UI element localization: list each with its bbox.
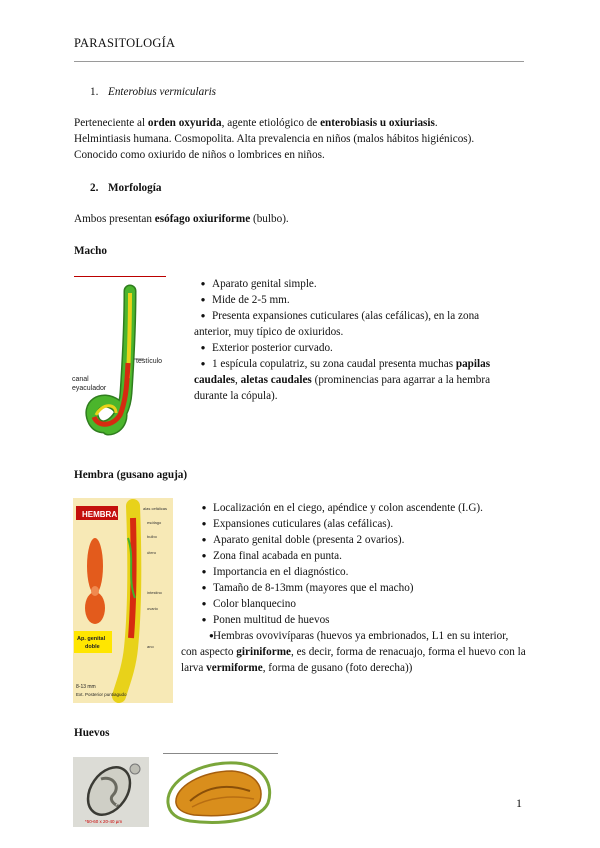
header-divider	[74, 61, 524, 62]
macho-item-3: ● Presenta expansiones cuticulares (alas cefálicas), en la zona anterior, muy típico de oxiuridos.	[194, 310, 480, 338]
hembra-label-6: ovario	[147, 606, 158, 611]
egg-image-rule	[163, 753, 278, 754]
macho-item-5: ● 1 espícula copulatriz, su zona caudal presenta muchas papilas caudales, aletas caudales (prominencias para agarrar a la hembra durante la cópula).	[194, 358, 491, 402]
hembra-size-label: 8-13 mm	[76, 684, 96, 690]
macho-item-2: ● Mide de 2-5 mm.	[200, 294, 290, 306]
intro-line-1: Perteneciente al orden oxyurida, agente etiológico de enterobiasis u oxiuriasis.	[74, 117, 438, 129]
hembra-item-9: ●Hembras ovovivíparas (huevos ya embrionados, L1 en su interior, con aspecto giriniforme, es decir, forma de renacuajo, forma el huevo con la larva vermiforme, forma de gusano (foto derecha))	[181, 630, 526, 674]
hembra-item-1: ● Localización en el ciego, apéndice y colon ascendente (I.G).	[201, 502, 483, 514]
macho-label-eyaculador: eyaculador	[72, 385, 107, 392]
hembra-genital-label-2: doble	[85, 644, 100, 650]
section-2-number: 2.	[90, 182, 99, 194]
macho-item-1: ● Aparato genital simple.	[200, 278, 317, 290]
hembra-label-7: ano	[147, 644, 154, 649]
egg-micrograph-image	[73, 757, 149, 827]
hembra-worm-image	[73, 498, 173, 703]
hembra-label-3: bulbo	[147, 534, 157, 539]
macho-heading: Macho	[74, 245, 107, 257]
section-1-title: Enterobius vermicularis	[108, 86, 217, 98]
section-1-heading	[90, 84, 216, 100]
section-2-title: Morfología	[108, 182, 162, 194]
hembra-characteristics-list	[181, 500, 526, 676]
hembra-ext-label: Ext. Posterior puntiagudo	[76, 692, 127, 697]
hembra-genital-label-1: Ap. genital	[77, 636, 106, 642]
hembra-specimen-head	[85, 592, 105, 624]
hembra-item-2: ● Expansiones cuticulares (alas cefálicas).	[201, 518, 394, 530]
egg-larva-image	[160, 757, 278, 827]
macho-characteristics-list	[74, 276, 514, 404]
page-number: 1	[516, 796, 522, 810]
macho-label-testiculo: testículo	[136, 358, 163, 365]
hembra-label-1: alas cefálicas	[143, 506, 168, 511]
macho-label-canal: canal	[72, 376, 89, 383]
hembra-banner-text: HEMBRA	[82, 510, 118, 519]
hembra-specimen-body	[87, 538, 103, 594]
hembra-item-3: ● Aparato genital doble (presenta 2 ovarios).	[201, 534, 405, 546]
section-1-number: 1.	[90, 86, 99, 98]
hembra-item-5: ● Importancia en el diagnóstico.	[201, 566, 349, 578]
hembra-label-2: esófago	[147, 520, 162, 525]
intro-line-2: Helmintiasis humana. Cosmopolita. Alta prevalencia en niños (malos hábitos higiénicos).	[74, 133, 475, 145]
huevos-heading: Huevos	[74, 727, 110, 739]
hembra-item-4: ● Zona final acabada en punta.	[201, 550, 342, 562]
hembra-item-6: ● Tamaño de 8-13mm (mayores que el macho)	[201, 582, 414, 594]
page-header: PARASITOLOGÍA	[74, 36, 176, 50]
intro-paragraph	[74, 115, 534, 163]
ambos-sentence: Ambos presentan esófago oxiuriforme (bulbo).	[74, 213, 289, 225]
hembra-heading: Hembra (gusano aguja)	[74, 469, 188, 481]
egg-caption: *50-60 x 20-40 µm	[85, 819, 123, 824]
hembra-item-7: ● Color blanquecino	[201, 598, 296, 610]
hembra-item-8: ● Ponen multitud de huevos	[201, 614, 330, 626]
macho-item-4: ● Exterior posterior curvado.	[200, 342, 333, 354]
hembra-label-4: útero	[147, 550, 157, 555]
intro-line-3: Conocido como oxiurido de niños o lombrices en niños.	[74, 149, 325, 161]
hembra-label-5: intestino	[147, 590, 162, 595]
section-2-heading	[90, 180, 161, 196]
